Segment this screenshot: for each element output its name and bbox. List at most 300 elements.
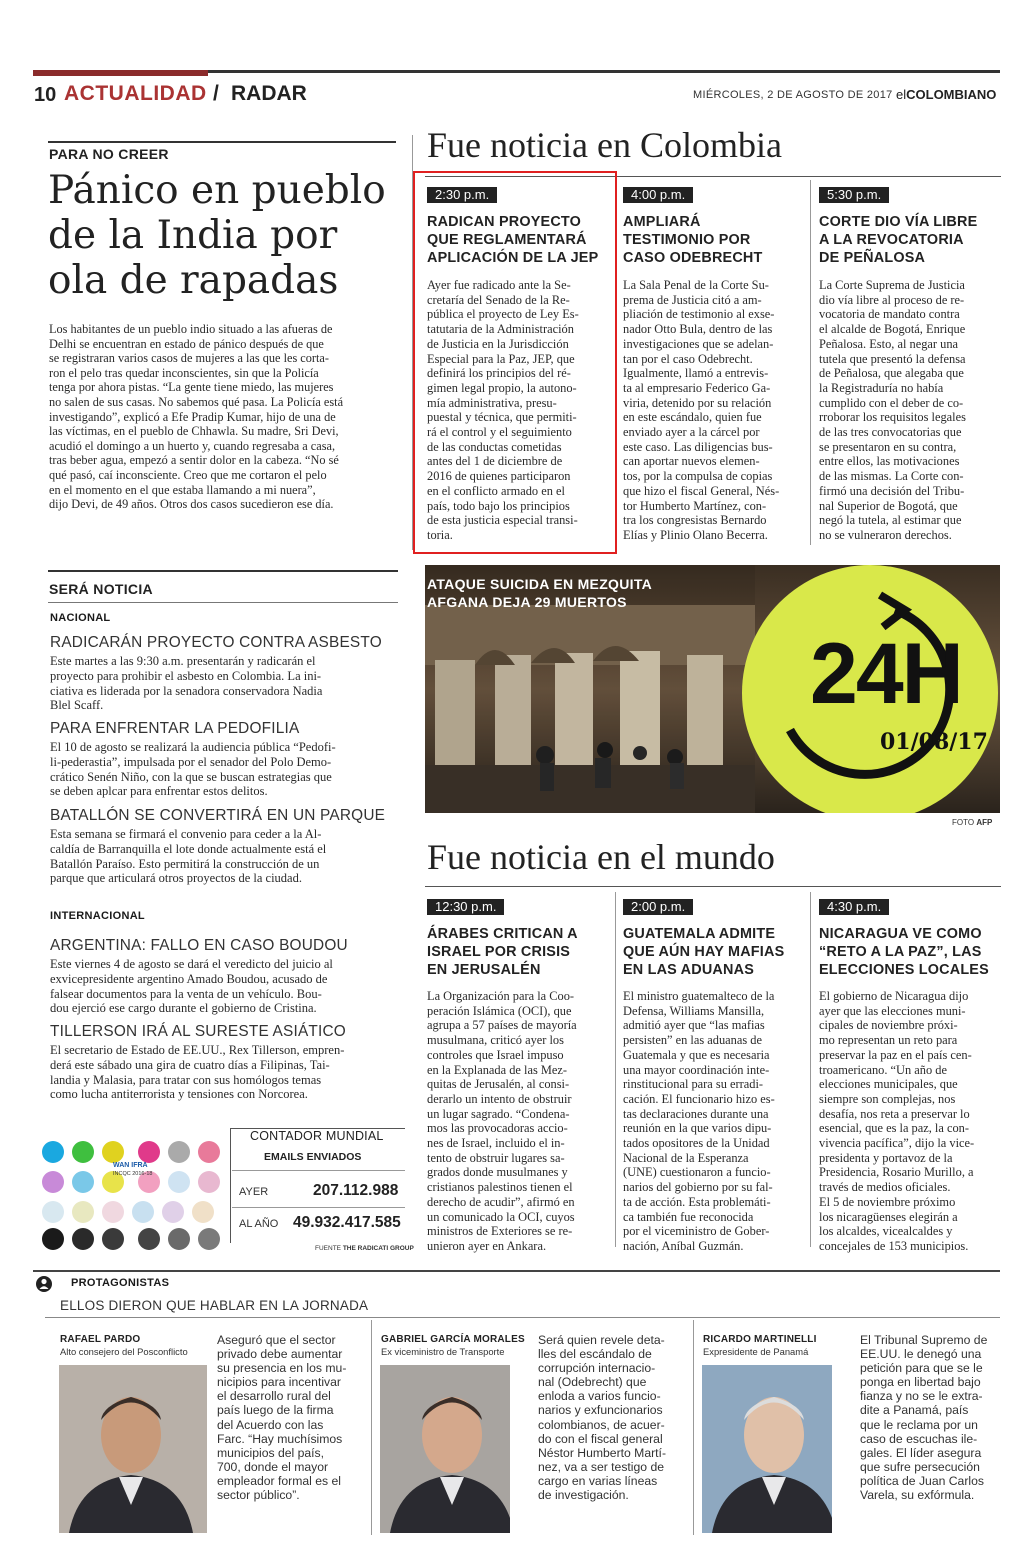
news-body-line: narios del gobierno por su fal- [623,1180,773,1195]
news-body-line: de las conductas cometidas [427,439,562,454]
protagonist-quote-line: Será quien revele deta- [538,1333,665,1347]
news-body-line: tatutaria de la Administración [427,322,574,337]
protagonist-quote-line: país luego de la firma [217,1403,334,1418]
protagonist-quote-line: Aseguró que el sector [217,1333,336,1347]
news-body-line: no se vulneraron derechos. [819,527,952,542]
news-body-line: ministros de Exteriores se re- [427,1224,573,1239]
protagonist-photo [59,1365,207,1533]
protagonist-quote-line: colombianos, de acuer- [538,1417,665,1432]
news-body-line: en el conflicto armado en el [427,483,565,498]
sera-noticia-item-line: exvicepresidente argentino Amado Boudou, acusado de [50,971,328,986]
mundo-heading-rule [425,886,1001,887]
protagonist-quote-line: que le reclama por un [860,1417,978,1432]
news-body-line: tutela que presentó la defensa [819,351,966,366]
protagonist-quote-line: gales. El líder asegura [860,1445,982,1460]
protagonist-quote-line: política de Juan Carlos [860,1473,984,1488]
news-body [819,278,999,543]
news-body-line: vivencia pacífica”, dijo la vice- [819,1136,975,1151]
news-headline-line: EN JERUSALÉN [427,962,541,978]
news-body-line: nación, Aníbal Guzmán. [623,1238,744,1253]
news-body-line: una mayor coordinación inte- [623,1062,770,1077]
news-body-line: Elías y Plinio Olano Becerra. [623,527,768,542]
color-swatch [42,1201,64,1223]
news-body-line: ayer que las elecciones muni- [819,1003,966,1018]
protagonist-quote-line: petición para que se le [860,1361,983,1376]
protagonist-name: RAFAEL PARDO [60,1334,141,1345]
news-body [819,989,999,1254]
photo-credit [952,818,992,827]
news-headline-line: EN LAS ADUANAS [623,962,754,978]
time-tag: 4:00 p.m. [623,187,693,203]
contador-ayer-value: 207.112.988 [313,1182,399,1199]
sera-noticia-item-line: caldía de Barranquilla el lote donde actualmente está el [50,841,327,856]
news-body-line: controles que Israel impuso [427,1047,564,1062]
color-swatch [42,1171,64,1193]
news-body-line: definirá los principios del ré- [427,366,571,381]
protagonist-quote-line: Varela, su exfórmula. [860,1488,975,1503]
mundo-heading: Fue noticia en el mundo [427,837,775,877]
news-body-line: tas declaraciones durante una [623,1106,769,1121]
protagonist-quote-line: Farc. “Hay muchísimos [217,1431,343,1446]
news-body-line: prema de Justicia citó a am- [623,292,762,307]
column-divider [371,1320,372,1535]
news-body-line: (UNE) cuestionaron a funcio- [623,1165,771,1180]
news-body-line: un lugar sagrado. “Condena- [427,1106,570,1121]
news-body-line: puestal y técnica, que permiti- [427,410,577,425]
protagonist-quote-line: EE.UU. le denegó una [860,1347,982,1362]
news-body-line: desafía, nos reta a preservar lo [819,1106,970,1121]
protagonist-quote-line: el desarrollo rural del [217,1389,331,1404]
color-swatch [72,1141,94,1163]
news-body-line: se presentaron en su contra, [819,439,957,454]
protagonist-photo [702,1365,832,1533]
column-divider [615,892,616,1247]
india-article-line: Los habitantes de un pueblo indio situado a las afueras de [49,322,333,336]
news-body-line: de las tres convocatorias que [819,425,962,440]
india-headline [48,168,398,303]
news-headline-line: APLICACIÓN DE LA JEP [427,250,599,266]
protagonist-quote-line: su presencia en los mu- [217,1361,347,1376]
protagonist-quote-line: sector público”. [217,1488,300,1503]
sera-noticia-item-line: falsear documentos para la venta de un vehículo. Bou- [50,986,322,1001]
time-tag: 4:30 p.m. [819,899,889,915]
news-body-line: viria, detenido por su relación [623,395,772,410]
news-headline-line: CORTE DIO VÍA LIBRE [819,214,978,230]
column-divider [810,892,811,1247]
news-body-line: siempre son complejas, nos [819,1091,956,1106]
news-headline-line: DE PEÑALOSA [819,250,926,266]
contador-source-name: THE RADICATI GROUP [342,1245,414,1252]
news-body-line: La Corte Suprema de Justicia [819,278,965,292]
protagonist-role: Alto consejero del Posconflicto [60,1346,188,1357]
sera-noticia-item-title: PARA ENFRENTAR LA PEDOFILIA [50,720,300,737]
photo-credit-agency: AFP [976,818,993,827]
sera-noticia-item-title: TILLERSON IRÁ AL SURESTE ASIÁTICO [50,1023,346,1040]
protagonist-quote-line: cargo en varias líneas [538,1473,658,1488]
news-body-line: reunión en la que varios dipu- [623,1121,772,1136]
nacional-label: NACIONAL [50,612,111,624]
news-body-line: mo representan un reto para [819,1033,958,1048]
sera-noticia-item-line: Este martes a las 9:30 a.m. presentarán y radicarán el [50,654,316,668]
color-swatch [162,1201,184,1223]
news-body-line: Nacional de la Esperanza [623,1150,749,1165]
news-headline-line: QUE REGLAMENTARÁ [427,232,587,248]
sera-noticia-item-line: ciativa es liderada por la senadora conservadora Nadia [50,683,323,698]
news-body-line: rroborar los requisitos legales [819,410,966,425]
news-body-line: agrupa a 57 países de mayoría [427,1018,577,1033]
para-no-creer-kicker: PARA NO CREER [49,146,169,162]
news-body [427,989,607,1254]
india-article-line: investigando”, explicó a Efe Pradip Kumar, hijo de una de [49,409,336,424]
news-body-line: vocatoria de mandato contra [819,307,960,322]
brand-prefix: el [896,87,907,102]
color-swatch [198,1171,220,1193]
news-body-line: ta de acción. Esta problemáti- [623,1194,771,1209]
sera-noticia-item-line: dou ejerció ese cargo durante el gobierno de Cristina. [50,1001,317,1016]
contador-rule [232,1170,405,1171]
news-body-line: Peñalosa. Esto, al negar una [819,336,959,351]
protagonistas-subrule [45,1317,1000,1318]
protagonist-role: Ex viceministro de Transporte [381,1346,505,1357]
subsection-name: RADAR [231,82,307,105]
colombia-heading: Fue noticia en Colombia [427,125,782,165]
news-headline-line: ÁRABES CRITICAN A [427,926,578,942]
color-swatch [192,1201,214,1223]
sera-noticia-item-title: RADICARÁN PROYECTO CONTRA ASBESTO [50,634,382,651]
news-headline-line: QUE AÚN HAY MAFIAS [623,944,785,960]
protagonist-quote-line: corrupción internacio- [538,1361,656,1376]
news-body-line: tento de obstruir lugares sa- [427,1150,565,1165]
india-article-line: acudió el domingo a un huerto y, cuando regresaba a casa, [49,438,336,453]
news-body-line: toria. [427,527,453,542]
india-article-body [49,322,397,512]
news-body-line: persisten” en las aduanas de [623,1033,762,1048]
protagonist-quote-line: ponga en libertad bajo [860,1375,981,1390]
news-body-line: dio vía libre al proceso de re- [819,292,965,307]
sera-noticia-item-body [50,740,400,799]
sera-noticia-item-line: Esta semana se firmará el convenio para ceder a la Al- [50,827,322,841]
news-headline-line: ISRAEL POR CRISIS [427,944,571,960]
column-divider [693,1320,694,1535]
color-swatch [72,1201,94,1223]
contador-rule [232,1207,405,1208]
contador-title: CONTADOR MUNDIAL [250,1129,384,1143]
protagonist-quote-line: 700, donde el mayor [217,1459,329,1474]
news-headline-line: TESTIMONIO POR [623,232,751,248]
sera-noticia-kicker: SERÁ NOTICIA [49,581,153,597]
sera-noticia-item-body [50,957,400,1016]
india-article-line: tras beber agua, empezó a sentir dolor en la cabeza. “No sé [49,453,339,468]
color-swatch [138,1141,160,1163]
news-body-line: Igualmente, llamó a entrevis- [623,366,769,381]
color-swatch [102,1141,124,1163]
section-slash: / [213,82,219,105]
protagonist-quote-line: fianza y no se le extra- [860,1389,983,1404]
column-divider [810,180,811,545]
news-body-line: mía administrativa, presu- [427,395,557,410]
news-body-line: los alcaldes, vicealcaldes y [819,1224,953,1239]
protagonistas-kicker: PROTAGONISTAS [71,1277,170,1289]
news-body-line: concejales de 153 municipios. [819,1238,969,1253]
sera-noticia-item-line: derá este sábado una gira de cuatro días a Filipinas, Tai- [50,1057,330,1072]
protagonistas-subtitle: ELLOS DIERON QUE HABLAR EN LA JORNADA [60,1298,369,1313]
sera-noticia-item-line: como lucha antiterrorista y tensiones con Norcorea. [50,1087,308,1102]
news-body-line: mos las provocadoras accio- [427,1121,568,1136]
news-body-line: presidenta y portavoz de la [819,1150,953,1165]
news-body-line: los nicaragüenses elegirán a [819,1209,958,1224]
color-swatch [42,1141,64,1163]
sera-noticia-item-title: ARGENTINA: FALLO EN CASO BOUDOU [50,937,348,954]
news-body-line: en la Explanada de las Mez- [427,1062,568,1077]
news-body-line: admitió ayer que “las mafias [623,1018,765,1033]
color-swatch [168,1171,190,1193]
protagonist-role: Expresidente de Panamá [703,1346,809,1357]
india-article-line: dijo Devi, de 49 años. Otros dos casos sucedieron ese día. [49,497,334,512]
protagonist-quote-line: empleador formal es el [217,1473,341,1488]
color-swatch [72,1228,94,1250]
news-body-line: pliación de testimonio al exse- [623,307,775,322]
news-body-line: entre ellos, las motivaciones [819,454,960,469]
news-body-line: de las mismas. La Corte con- [819,469,964,484]
news-body-line: de Justicia en la Jurisdicción [427,336,569,351]
photo-overlay [425,565,1000,813]
news-body-line: grados donde musulmanes y [427,1165,568,1180]
news-body-line: un comunicado la OCI, cuyos [427,1209,575,1224]
highlight-box [413,171,617,554]
sera-noticia-item-line: proyecto para prohibir el asbesto en Colombia. La ini- [50,668,322,683]
news-body-line: cumplido con el deber de co- [819,395,964,410]
color-swatch [138,1228,160,1250]
news-body-line: musulmana, criticó ayer los [427,1033,564,1048]
brand-name: COLOMBIANO [906,87,997,102]
news-headline-line: GUATEMALA ADMITE [623,926,776,942]
color-swatch [168,1228,190,1250]
news-body-line: esencial, que es la paz, la con- [819,1121,969,1136]
news-body-line: gimen legal propio, la autono- [427,380,577,395]
news-body-line: derecho de acudir”, afirmó en [427,1194,575,1209]
color-swatch [168,1141,190,1163]
news-body-line: Guatemala y que es necesaria [623,1047,770,1062]
india-article-line: qué pasó, caí inconsciente. Creo que me cortaron el pelo [49,467,327,482]
color-swatch [198,1228,220,1250]
protagonist-quote-line: enloda a varios funcio- [538,1389,661,1404]
protagonist-quote-line: del Acuerdo con las [217,1417,324,1432]
protagonist-quote-line: Néstor Humberto Martí- [538,1445,666,1460]
news-body-line: el alcalde de Bogotá, Enrique [819,322,966,337]
24h-date: 01/08/17 [880,729,988,755]
protagonist-quote-line: do con el fiscal general [538,1431,663,1446]
contador-ayer-label: AYER [239,1186,269,1198]
news-body-line: de Peñalosa, que alegaba que [819,366,964,381]
news-body-line: cretaría del Senado de la Re- [427,292,570,307]
news-body-line: peración Islámica (OCI), que [427,1003,572,1018]
news-body-line: este caso. Las diligencias bus- [623,439,773,454]
sera-noticia-item-body [50,1043,400,1102]
protagonist-quote [860,1333,1015,1502]
india-article-line: las víctimas, en el pueblo de Chhawla. Su madre, Sri Devi, [49,424,339,439]
news-body-line: El ministro guatemalteco de la [623,989,775,1003]
color-swatch [132,1201,154,1223]
news-body-line: tos, por la compulsa de copias [623,469,773,484]
news-body-line: cación. El funcionario hizo es- [623,1091,775,1106]
news-body-line: tan por el caso Odebrecht. [623,351,753,366]
issue-date: MIÉRCOLES, 2 DE AGOSTO DE 2017 [693,89,893,101]
news-body-line: país, todo bajo los principios [427,498,570,513]
india-headline-line: de la India por [48,213,338,258]
news-body-line: ta al empresario Federico Ga- [623,380,771,395]
india-article-line: no salen de sus casas. No sabemos qué pasa. La Policía está [49,394,344,409]
news-headline-line: CASO ODEBRECHT [623,250,763,266]
news-body-line: nes de Israel, incluido el in- [427,1136,565,1151]
protagonist-quote-line: municipios del país, [217,1445,325,1460]
news-body-line: rinstitucional para su erradi- [623,1077,764,1092]
color-swatch [102,1228,124,1250]
news-body-line: tra los congresistas Bernardo [623,513,767,528]
color-swatch [102,1201,124,1223]
news-body-line: unieron ayer en Ankara. [427,1238,547,1253]
news-body-line: nal Superior de Bogotá, que [819,498,958,513]
print-color-bar [35,1128,220,1253]
time-tag: 2:00 p.m. [623,899,693,915]
person-icon-glyph [36,1276,52,1292]
photo-credit-prefix: FOTO [952,818,975,827]
news-body-line: la Registraduría no había [819,380,944,395]
contador-source-prefix: FUENTE [315,1245,341,1252]
time-tag: 12:30 p.m. [427,899,504,915]
news-headline-line: “RETO A LA PAZ”, LAS [819,944,982,960]
internacional-label: INTERNACIONAL [50,910,145,922]
india-article-line: tenga por ahora pistas. “La gente tiene miedo, las mujeres [49,380,334,395]
news-body-line: Especial para la Paz, JEP, que [427,351,575,366]
news-body-line: investigaciones que se adelan- [623,336,774,351]
header-accent-bar [33,70,208,76]
protagonist-name: GABRIEL GARCÍA MORALES [381,1334,525,1345]
news-body-line: cristianos palestinos tienen el [427,1180,573,1195]
india-headline-line: ola de rapadas [48,258,339,303]
news-body-line: Ayer fue radicado ante la Se- [427,278,571,292]
person-icon [36,1276,52,1292]
news-body-line: La Sala Penal de la Corte Su- [623,278,769,292]
news-headline [427,925,612,979]
contador-anio-label: AL AÑO [239,1218,279,1230]
news-body-line: antes del 1 de diciembre de [427,454,563,469]
news-body-line: través de medios oficiales. [819,1180,951,1195]
news-body-line: rá el control y el seguimiento [427,425,572,440]
24h-label: 24H [810,626,962,722]
news-body-line: elecciones municipales, que [819,1077,958,1092]
news-body-line: negó la tutela, al estimar que [819,513,962,528]
protagonistas-rule [33,1270,1000,1272]
para-no-creer-rule [48,141,396,143]
sera-noticia-item-line: Este viernes 4 de agosto se dará el veredicto del juicio al [50,957,333,971]
color-swatch [198,1141,220,1163]
news-body-line: quitas de Jerusalén, al consi- [427,1077,570,1092]
newspaper-brand [896,87,996,102]
page-number: 10 [34,84,57,106]
protagonist-quote-line: que sufre persecución [860,1459,980,1474]
sera-noticia-item-body [50,654,400,713]
news-body-line: cipales de noviembre próxi- [819,1018,958,1033]
news-body-line: de esta justicia especial transi- [427,513,578,528]
sera-noticia-item-line: crático Senén Niño, con la que se buscan estrategias que [50,769,332,784]
protagonist-quote-line: El Tribunal Supremo de [860,1333,988,1347]
protagonist-name: RICARDO MARTINELLI [703,1334,817,1345]
protagonist-quote-line: privado debe aumentar [217,1347,343,1362]
news-body-line: derarlo un intento de obstruir [427,1091,572,1106]
news-headline-line: ELECCIONES LOCALES [819,962,989,978]
sera-noticia-item-line: El secretario de Estado de EE.UU., Rex Tillerson, empren- [50,1043,345,1057]
protagonist-quote-line: dite a Panamá, país [860,1403,969,1418]
news-body-line: can aportar nuevos elemen- [623,454,760,469]
news-headline [623,925,808,979]
protagonist-quote [538,1333,693,1502]
color-swatch [42,1228,64,1250]
contador-source [315,1245,414,1252]
registration-logo: WAN IFRA [113,1162,148,1169]
news-body-line: La Organización para la Coo- [427,989,575,1003]
india-article-line: Delhi se encuentran en estado de pánico después de que [49,336,324,351]
news-body [623,278,803,543]
protagonist-photo [380,1365,510,1533]
news-body-line: preservar la paz en el país cen- [819,1047,972,1062]
protagonist-quote [217,1333,372,1502]
sera-noticia-item-line: El 10 de agosto se realizará la audiencia pública “Pedofi- [50,740,336,754]
india-headline-line: Pánico en pueblo [48,168,386,213]
news-body-line: en este escándalo, quien fue [623,410,762,425]
sera-noticia-item-line: li-pederastia”, impulsada por el senador del Polo Demo- [50,754,332,769]
news-body-line: pública el proyecto de Ley Es- [427,307,579,322]
protagonist-quote-line: nicipios para incentivar [217,1375,341,1390]
news-headline-line: AMPLIARÁ [623,214,701,230]
contador-subtitle: EMAILS ENVIADOS [264,1151,362,1163]
photo-caption-line: AFGANA DEJA 29 MUERTOS [427,594,627,610]
protagonist-quote-line: caso de escuchas ile- [860,1431,978,1446]
news-body-line: Defensa, Williams Mansilla, [623,1003,765,1018]
news-headline [819,213,1004,267]
protagonist-quote-line: lles del escándalo de [538,1347,652,1362]
sera-noticia-item-body [50,827,400,886]
news-body-line: Presidencia, Rosario Murillo, a [819,1165,974,1180]
protagonist-quote-line: nez, va a ser testigo de [538,1459,665,1474]
sera-noticia-item-line: Batallón Paraíso. Esto permitirá la construcción de un [50,856,320,871]
contador-anio-value: 49.932.417.585 [293,1214,401,1231]
color-swatch [72,1171,94,1193]
protagonist-quote-line: narios y exfuncionarios [538,1403,663,1418]
news-body-line: tor Humberto Martínez, con- [623,498,767,513]
news-body-line: ca también fue reconocida [623,1209,754,1224]
news-body-line: El 5 de noviembre próximo [819,1194,956,1209]
news-body-line: que hizo el fiscal General, Nés- [623,483,780,498]
protagonist-quote-line: de investigación. [538,1488,629,1503]
news-headline [623,213,808,267]
news-headline-line: RADICAN PROYECTO [427,214,582,230]
news-headline-line: A LA REVOCATORIA [819,232,964,248]
time-tag: 5:30 p.m. [819,187,889,203]
sera-noticia-rule [48,570,398,572]
sera-noticia-item-line: parque que articulará otros proyectos de la ciudad. [50,871,302,886]
protagonist-quote-line: nal (Odebrecht) que [538,1375,647,1390]
sera-noticia-item-line: landia y Malasia, para tratar con sus homólogos temas [50,1072,322,1087]
sera-noticia-subrule [48,602,398,603]
news-body-line: enviado ayer a la cárcel por [623,425,760,440]
news-body-line: por el viceministro de Gober- [623,1224,770,1239]
india-article-line: ron el pelo tras quedar inconscientes, sin que la Policía [49,365,319,380]
news-headline [819,925,1004,979]
news-headline-line: NICARAGUA VE COMO [819,926,982,942]
news-body-line: tados opositores de la Unidad [623,1136,770,1151]
news-body-line: nador Otto Bula, dentro de las [623,322,773,337]
time-tag: 2:30 p.m. [427,187,497,203]
